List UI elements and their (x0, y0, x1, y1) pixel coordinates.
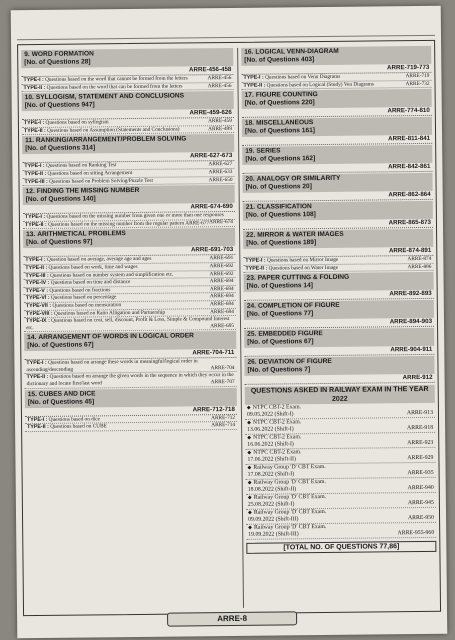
exam-name: Railway Group 'D' CBT Exam. (253, 509, 327, 517)
type-description: Questions based on CUBE (50, 423, 107, 431)
chapter-title: SYLLOGISM, STATEMENT AND CONCLUSIONS (35, 92, 185, 102)
exam-date: 25.08.2022 (Shift-I) (247, 501, 295, 509)
type-description: Questions based on fractions (49, 286, 111, 294)
chapter-section (23, 185, 235, 229)
chapter-section (22, 134, 235, 186)
type-label: TYPE-IX : (25, 317, 50, 325)
chapter-title: PAPER CUTTING & FOLDING (257, 274, 350, 283)
question-count: [No. of Questions 189] (246, 239, 317, 248)
railway-exam-list (245, 403, 436, 540)
page-range: ARRE-627-673 (22, 152, 234, 163)
type-label: TYPE-II : (23, 84, 46, 91)
type-label: TYPE-I : (26, 360, 47, 367)
type-description: Questions based on syllogism (45, 119, 109, 127)
chapter-header (243, 201, 433, 221)
exam-date: 19.09.2022 (Shift-III) (248, 531, 299, 539)
type-description: Questions based on arrange these words in meaningful/logical order in ascending/descending (26, 358, 198, 373)
exam-name: Railway Group 'D' CBT Exam. (253, 464, 326, 472)
type-label: TYPE-I : (24, 214, 46, 221)
type-row (25, 372, 237, 388)
type-page-ref: ARRE-874 (407, 256, 432, 263)
type-description: Questions based on dice (48, 416, 101, 423)
exam-page-ref: ARRE-940 (407, 485, 434, 492)
chapter-title: WORD FORMATION (31, 50, 94, 59)
type-description: Questions based on arrange the given words in the sequence in which they occur in the dictionary and locate first/last word (26, 372, 234, 388)
type-page-ref: ARRE-694 (210, 308, 234, 315)
chapter-section (21, 48, 233, 92)
type-page-ref: ARRE-674 (209, 218, 233, 225)
chapter-section (241, 46, 431, 90)
page-range: ARRE-704-711 (24, 349, 236, 360)
question-count: [No. of Questions 947] (24, 101, 95, 110)
chapter-header (23, 228, 235, 248)
exam-name: NTPC CBT-2 Exam. (253, 449, 302, 457)
type-page-ref: ARRE-692 (209, 262, 234, 270)
railway-exam-item (246, 523, 436, 540)
chapter-number: 25. (247, 331, 257, 339)
type-label: TYPE-II : (25, 264, 48, 272)
chapter-number: 17. (244, 91, 254, 100)
type-description: Question based on average, average age and ages (46, 256, 152, 264)
chapter-section (244, 328, 434, 357)
type-description: Questions based on sitting Arrangement (47, 169, 133, 177)
type-page-ref: ARRE-695 (210, 322, 235, 329)
type-label: TYPE-II : (23, 127, 46, 134)
question-count: [No. of Questions 108] (245, 211, 316, 220)
chapter-header (22, 134, 234, 154)
exam-date: 18.08.2022 (Shift-II) (247, 486, 297, 494)
chapter-section (243, 201, 433, 230)
page-range: ARRE-459-626 (22, 109, 234, 120)
type-page-ref: ARRE-886 (407, 263, 432, 270)
bullet-diamond-icon: ◆ (247, 421, 251, 427)
page-footer: ARRE-8 (167, 611, 297, 626)
type-label: TYPE-I : (25, 257, 46, 264)
bullet-diamond-icon: ◆ (247, 436, 252, 442)
chapter-title: SERIES (256, 147, 281, 155)
exam-name: Railway Group 'D' CBT Exam. (253, 479, 326, 487)
type-description: Questions based on Problem Solving/Puzzle Test (49, 177, 153, 185)
bullet-diamond-icon: ◆ (247, 511, 252, 517)
type-page-ref: ARRE-694 (209, 285, 234, 292)
type-page-ref: ARRE-694 (209, 278, 234, 285)
chapter-number: 9. (24, 51, 30, 59)
chapter-header (22, 91, 234, 111)
question-count: [No. of Questions 161] (244, 127, 316, 136)
page-range: ARRE-865-873 (243, 219, 433, 230)
exam-date: 17.08.2022 (Shift-I) (247, 471, 295, 479)
type-description: Questions based on work, time and wages (48, 263, 138, 271)
type-label: TYPE-IV : (25, 280, 50, 287)
type-description: Questions based on Mirror Image (266, 257, 339, 264)
type-description: Questions based on number system and simplification etc. (50, 271, 174, 279)
question-count: [No. of Questions 28] (24, 58, 91, 67)
chapter-section (243, 229, 433, 273)
type-label: TYPE-V : (25, 287, 49, 294)
chapter-number: 16. (244, 48, 254, 56)
chapter-header (242, 173, 432, 193)
chapter-number: 11. (25, 137, 34, 145)
chapter-header (244, 328, 434, 348)
question-count: [No. of Questions 403] (244, 56, 315, 64)
exam-name: NTPC CBT-2 Exam. (252, 419, 302, 427)
chapter-section (242, 89, 432, 118)
chapter-header (244, 272, 434, 292)
type-label: TYPE-VIII : (25, 310, 53, 317)
chapter-title: EMBEDDED FIGURE (258, 330, 323, 339)
page-range: ARRE-842-861 (242, 163, 432, 174)
type-page-ref: ARRE-712 (211, 414, 236, 421)
type-page-ref: ARRE-707 (210, 379, 235, 386)
type-label: TYPE-II : (27, 424, 49, 431)
type-page-ref: ARRE-714 (211, 422, 236, 429)
type-label: TYPE-I : (243, 74, 264, 81)
chapter-title: DEVIATION OF FIGURE (258, 358, 332, 367)
question-count: [No. of Questions 97] (26, 238, 93, 247)
page-range: ARRE-691-703 (23, 246, 235, 257)
type-page-ref: ARRE-732 (405, 80, 430, 87)
exam-page-ref: ARRE-923 (407, 440, 434, 447)
type-page-ref: ARRE-704 (210, 364, 235, 372)
page-top-border (17, 16, 435, 40)
type-description: Questions based on Assumption (Statements and Conclusions) (47, 126, 180, 134)
exam-page-ref: ARRE-935 (407, 470, 434, 477)
chapter-header (244, 356, 434, 376)
type-description: Questions based on the missing number from given one or more than one responses (46, 212, 224, 221)
exam-date: 09.05.2022 (Shift-I) (246, 411, 294, 419)
exam-name: Railway Group 'D' CBT Exam. (253, 494, 327, 502)
type-page-ref: ARRE-719 (405, 72, 430, 80)
question-count: [No. of Questions 20] (245, 183, 312, 192)
chapter-number: 23. (246, 275, 256, 283)
type-description: Questions based on cost, sell, discount, Profit & Loss, Simple & Compound Interest etc. (26, 316, 230, 331)
type-description: Questions based on percentage (50, 294, 117, 302)
type-page-ref: ARRE-677 (185, 219, 210, 227)
chapter-number: 24. (246, 303, 257, 311)
type-page-ref: ARRE-456 (207, 82, 232, 89)
chapter-title: MIRROR & WATER IMAGES (257, 230, 344, 239)
page-range: ARRE-674-690 (23, 203, 235, 214)
page-range: ARRE-774-810 (242, 107, 432, 118)
chapter-number: 18. (244, 119, 255, 128)
question-count: [No. of Questions 7] (247, 366, 311, 375)
type-description: Questions based on the word that can be formed from the letters (46, 83, 183, 91)
exam-page-ref: ARRE-913 (406, 410, 433, 417)
chapter-number: 19. (245, 147, 255, 156)
type-description: Questions based on mensuration (52, 302, 122, 309)
type-page-ref: ARRE-691 (209, 255, 234, 262)
type-row (24, 316, 236, 332)
type-description: Questions based on Ranking Test (45, 162, 117, 170)
type-label: TYPE-II : (24, 170, 47, 178)
type-label: TYPE-III : (25, 272, 49, 279)
type-page-ref: ARRE-650 (208, 176, 233, 183)
type-label: TYPE-VI : (25, 295, 50, 302)
bullet-diamond-icon: ◆ (247, 451, 252, 457)
type-label: TYPE-II : (243, 82, 266, 89)
chapter-number: 10. (24, 94, 34, 102)
page-range: ARRE-912 (245, 374, 435, 385)
exam-name: NTPC CBT-2 Exam. (253, 434, 302, 442)
type-page-ref: ARRE-627 (208, 161, 233, 168)
bullet-diamond-icon: ◆ (247, 466, 252, 472)
question-count: [No. of Questions 220] (244, 99, 315, 108)
page-range: ARRE-811-841 (242, 135, 432, 146)
page-range: ARRE-712-718 (25, 406, 237, 417)
page-range: ARRE-862-864 (243, 191, 433, 202)
chapter-title: ANALOGY OR SIMILARITY (256, 175, 341, 183)
type-page-ref: ARRE-694 (209, 293, 234, 300)
type-page-ref: ARRE-459 (208, 118, 232, 125)
chapter-header (244, 300, 434, 320)
type-page-ref: ARRE-633 (208, 168, 233, 176)
page-range: ARRE-892-893 (244, 290, 434, 301)
type-description: Questions based on Water Image (268, 264, 339, 272)
chapter-number: 26. (247, 359, 257, 367)
chapter-title: FINDING THE MISSING NUMBER (36, 187, 140, 196)
chapter-header (21, 48, 233, 68)
page-range: ARRE-719-773 (241, 64, 431, 75)
chapter-title: ARRANGEMENT OF WORDS IN LOGICAL ORDER (38, 332, 194, 342)
type-label: TYPE-I : (23, 120, 45, 127)
exam-name: Railway Group 'D' CBT Exam. (253, 524, 327, 532)
chapter-title: CLASSIFICATION (256, 203, 312, 211)
type-page-ref: ARRE-692 (209, 270, 234, 277)
exam-date: 17.06.2022 (Shift-II) (247, 456, 296, 464)
right-column (241, 46, 436, 554)
exam-name: NTPC CBT-2 Exam. (252, 404, 302, 412)
question-count: [No. of Questions 77] (246, 310, 314, 319)
type-description: Questions based on the word that cannot be formed from the letters (45, 75, 188, 83)
chapter-header (242, 145, 432, 165)
chapter-title: CUBES AND DICE (38, 390, 96, 398)
chapter-number: 15. (27, 390, 37, 398)
chapter-title: ARITHMETICAL PROBLEMS (37, 230, 126, 239)
bullet-diamond-icon: ◆ (247, 481, 252, 487)
question-count: [No. of Questions 140] (25, 195, 96, 204)
type-description: Questions based on the missing number from the regular pattern (48, 220, 185, 228)
index-page (11, 6, 448, 638)
question-count: [No. of Questions 162] (245, 155, 316, 164)
chapter-number: 14. (27, 334, 37, 342)
chapter-header (25, 388, 237, 408)
page-range: ARRE-904-911 (244, 346, 434, 357)
chapter-section (25, 388, 237, 432)
chapter-section (244, 356, 434, 385)
page-range: ARRE-874-891 (243, 247, 433, 258)
right-sections (241, 46, 435, 385)
question-count: [No. of Questions 45] (27, 398, 95, 406)
chapter-number: 22. (246, 231, 256, 240)
bullet-diamond-icon: ◆ (247, 496, 252, 502)
chapter-header (242, 117, 432, 137)
chapter-title: MISCELLANEOUS (256, 119, 314, 127)
chapter-header (242, 89, 432, 109)
chapter-title: COMPLETION OF FIGURE (257, 302, 340, 311)
exam-date: 16.06.2022 (Shift-I) (247, 441, 294, 449)
type-page-ref: ARRE-456 (207, 74, 232, 82)
type-description: Questions based on Logical (Study) Ven Diagrams (266, 81, 374, 89)
chapter-title: RANKING/ARRANGEMENT/PROBLEM SOLVING (35, 135, 187, 145)
chapter-header (24, 331, 236, 351)
chapter-section (24, 331, 237, 389)
exam-date: 13.06.2022 (Shift-I) (247, 426, 294, 434)
chapter-section (22, 91, 234, 135)
total-questions: [TOTAL NO. OF QUESTIONS 77,86] (246, 541, 436, 554)
question-count: [No. of Questions 67] (27, 341, 94, 350)
chapter-title: LOGICAL VENN-DIAGRAM (255, 47, 339, 56)
type-description: Questions based on time and distance (50, 279, 131, 286)
question-count: [No. of Questions 14] (246, 282, 313, 291)
exam-page-ref: ARRE-955-960 (397, 530, 435, 537)
exam-page-ref: ARRE-918 (407, 425, 434, 432)
chapter-section (242, 173, 432, 202)
chapter-section (244, 272, 434, 301)
exam-page-ref: ARRE-945 (407, 500, 434, 507)
type-label: TYPE-III : (24, 178, 48, 185)
type-label: TYPE-VII : (25, 302, 52, 310)
chapter-section (242, 145, 432, 174)
question-count: [No. of Questions 314] (25, 144, 96, 153)
chapter-number: 12. (25, 188, 35, 196)
type-description: Questions based on Ratio Alligation and Partnership (53, 309, 165, 317)
type-label: TYPE-I : (23, 76, 44, 84)
bullet-diamond-icon: ◆ (248, 526, 253, 532)
chapter-title: FIGURE COUNTING (255, 91, 318, 99)
type-page-ref: ARRE-694 (209, 300, 234, 308)
type-description: Questions based on Venn Diagrams (265, 73, 341, 81)
chapter-section (23, 228, 236, 332)
chapter-header (23, 185, 235, 205)
exam-date: 09.09.2022 (Shift-III) (248, 516, 299, 524)
type-page-ref: ARRE-499 (208, 125, 233, 132)
type-label: TYPE-II : (245, 265, 268, 272)
bullet-diamond-icon: ◆ (246, 406, 251, 412)
question-count: [No. of Questions 67] (247, 338, 314, 347)
exam-page-ref: ARRE-929 (407, 455, 434, 462)
type-label: TYPE-I : (26, 416, 48, 423)
chapter-number: 20. (245, 175, 255, 184)
type-label: TYPE-I : (24, 163, 45, 170)
type-label: TYPE-I : (245, 257, 266, 265)
left-column (21, 48, 237, 433)
chapter-number: 13. (26, 231, 36, 239)
chapter-header (243, 229, 433, 249)
exam-page-ref: ARRE-950 (407, 515, 435, 522)
page-range: ARRE-894-903 (244, 318, 434, 329)
type-label: TYPE-II : (24, 221, 47, 228)
chapter-section (242, 117, 432, 146)
chapter-number: 21. (245, 203, 256, 212)
chapter-header (241, 46, 431, 66)
type-label: TYPE-II : (26, 374, 49, 381)
chapter-section (244, 300, 434, 329)
railway-section-title: QUESTIONS ASKED IN RAILWAY EXAM IN THE YEAR 2022 (245, 385, 435, 405)
type-row (25, 422, 237, 432)
page-range: ARRE-456-458 (21, 66, 233, 77)
